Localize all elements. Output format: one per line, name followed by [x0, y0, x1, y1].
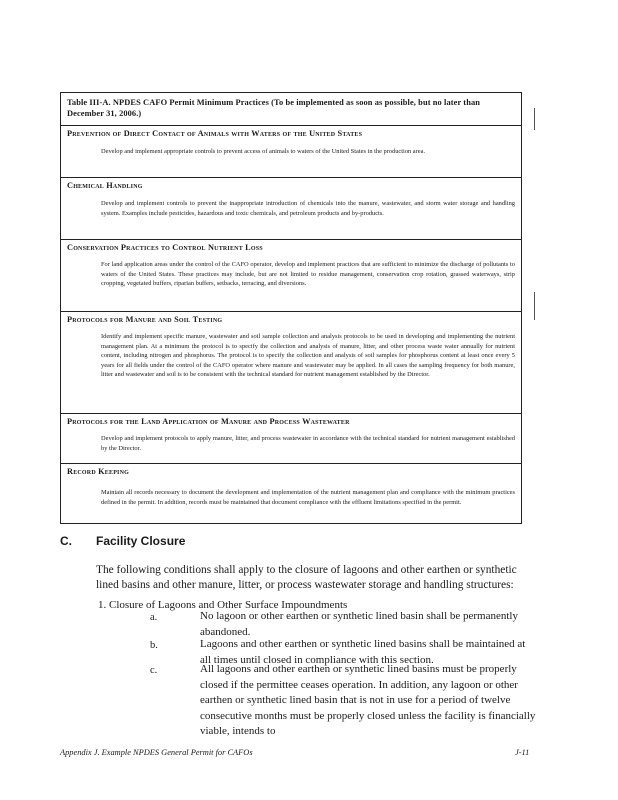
section-heading: Protocols for the Land Application of Manure and Process Wastewater	[67, 417, 350, 426]
section-heading: Conservation Practices to Control Nutrient Loss	[67, 243, 263, 252]
table-section	[61, 463, 521, 524]
section-body: For land application areas under the control of the CAFO operator, develop and implement practices that are sufficient to minimize the discharge of pollutants to waters of the United States. These practices may include, but are not limited to residue management, conservation crop rotation, grassed waterways, strip cropping, vegetated buffers, riparian buffers, setbacks, terracing, and diversions.	[101, 261, 515, 288]
intro-paragraph: The following conditions shall apply to the closure of lagoons and other earthen or synthetic lined basins and other manure, litter, or process wastewater storage and handling structures:	[96, 564, 517, 591]
section-body: Develop and implement controls to prevent the inappropriate introduction of chemicals into the manure, wastewater, and storm water storage and handling system. Examples include pesticides, hazardous and toxic chemicals, and petroleum products and by-products.	[101, 200, 515, 217]
section-heading: Record Keeping	[67, 467, 129, 476]
table-section	[61, 177, 521, 234]
footer-title: Appendix J. Example NPDES General Permit for CAFOs	[60, 748, 253, 757]
minimum-practices-table	[60, 92, 522, 524]
table-section	[61, 125, 521, 170]
page-number: J-11	[515, 748, 530, 757]
scan-mark	[534, 292, 535, 320]
list-item-text: Lagoons and other earthen or synthetic lined basins shall be maintained at all times until closed in compliance with this section.	[200, 638, 526, 666]
section-heading: Prevention of Direct Contact of Animals with Waters of the United States	[67, 129, 363, 138]
list-item-letter: a.	[150, 612, 158, 623]
table-title: Table III-A. NPDES CAFO Permit Minimum Practices (To be implemented as soon as possible, but no later than December 31, 2006.)	[67, 98, 480, 118]
section-title: Facility Closure	[96, 534, 186, 548]
section-letter: C.	[60, 534, 72, 548]
table-section	[61, 311, 521, 408]
table-section	[61, 413, 521, 460]
list-item-letter: c.	[150, 665, 158, 676]
section-body: Develop and implement appropriate controls to prevent access of animals to waters of the United States in the production area.	[101, 148, 426, 155]
section-body: Maintain all records necessary to document the development and implementation of the nutrient management plan and compliance with the minimum practices defined in the permit. In addition, records must be maintained that document compliance with the effluent limitations specified in the permit.	[101, 489, 515, 506]
section-body: Develop and implement protocols to apply manure, litter, and process wastewater in accordance with the technical standard for nutrient management established by the Director.	[101, 435, 515, 452]
section-heading: Chemical Handling	[67, 181, 143, 190]
list-item-heading: 1. Closure of Lagoons and Other Surface Impoundments	[98, 599, 348, 611]
list-item-text: All lagoons and other earthen or synthetic lined basins must be properly closed if the permittee ceases operation. In addition, any lagoon or other earthen or synthetic lined basin that is not in use for a period of twelve consecutive months must be properly closed unless the facility is financially viable, intends to	[200, 663, 536, 737]
list-item-letter: b.	[150, 640, 158, 651]
scan-mark	[534, 108, 535, 130]
table-section	[61, 239, 521, 306]
list-item-text: No lagoon or other earthen or synthetic lined basin shall be permanently abandoned.	[200, 610, 518, 638]
section-body: Identify and implement specific manure, wastewater and soil sample collection and analysis protocols to be used in developing and implementing the nutrient management plan. At a minimum the protocol is to specify the collection and analysis of manure, litter, and other process waste water annually for nutrient content, including nitrogen and phosphorus. The protocol is to specify the collection and analysis of soil samples for phosphorus content at least once every 5 years for all fields under the control of the CAFO operator where manure and wastewater may be applied. In all cases the sampling frequency for both manure, litter and wastewater and soil is to be consistent with the technical standard for nutrient management established by the Director.	[101, 333, 515, 379]
section-heading: Protocols for Manure and Soil Testing	[67, 315, 223, 324]
